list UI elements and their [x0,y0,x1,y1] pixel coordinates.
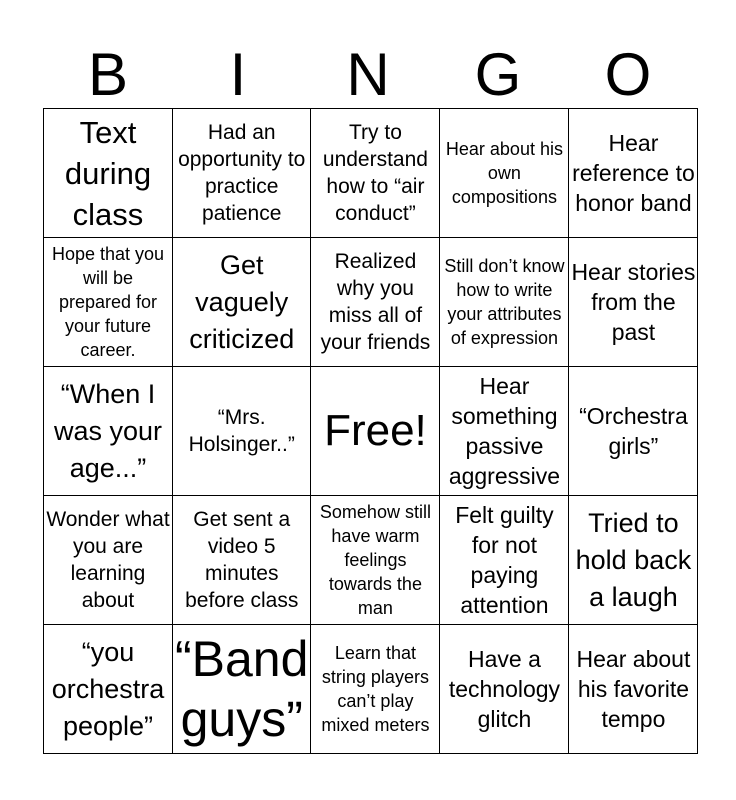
header-letter-b: B [87,41,129,108]
cell-text: Realized why you miss all of your friends [320,250,431,354]
bingo-cell[interactable] [44,109,173,238]
bingo-cell[interactable] [440,625,569,754]
cell-text: Hear stories from the past [571,259,696,345]
grid-row [44,625,698,754]
cell-text: Hear about his favorite tempo [576,646,691,732]
bingo-cell[interactable] [173,238,311,367]
grid-row [44,238,698,367]
cell-text: Felt guilty for not paying attention [455,502,554,618]
bingo-cell[interactable] [311,496,440,625]
cell-text: Have a technology glitch [448,646,561,732]
cell-text: Tried to hold back a laugh [575,507,692,612]
cell-text: Somehow still have warm feelings towards the man [319,502,431,618]
bingo-cell[interactable] [311,625,440,754]
bingo-cell[interactable] [569,625,698,754]
bingo-cell[interactable] [173,496,311,625]
bingo-cell[interactable] [173,625,311,754]
bingo-cell[interactable] [440,367,569,496]
bingo-header [43,42,693,108]
bingo-cell[interactable] [44,625,173,754]
header-letter-n: N [346,41,390,108]
bingo-cell[interactable] [311,109,440,238]
grid-row [44,367,698,496]
cell-text: Learn that string players can’t play mixed meters [321,643,430,735]
bingo-cell[interactable] [569,496,698,625]
bingo-cell[interactable] [440,109,569,238]
bingo-cell[interactable] [440,238,569,367]
cell-text: “Mrs. Holsinger..” [188,406,295,456]
cell-text: Wonder what you are learning about [46,508,170,612]
cell-text: Hear something passive aggressive [448,373,561,489]
bingo-cell[interactable] [311,238,440,367]
bingo-cell[interactable] [569,238,698,367]
grid-row [44,496,698,625]
free-space-cell[interactable] [311,367,440,496]
cell-text: Hope that you will be prepared for your future career. [51,244,165,360]
cell-text: Get vaguely criticized [189,249,295,354]
bingo-cell[interactable] [173,109,311,238]
cell-text: Had an opportunity to practice patience [178,121,306,225]
header-letter-i: I [229,41,247,108]
cell-text: “you orchestra people” [51,636,165,741]
header-letter-g: G [474,41,522,108]
bingo-cell[interactable] [44,496,173,625]
cell-text: “Orchestra girls” [579,403,688,459]
cell-text: Text during class [64,114,152,232]
bingo-cell[interactable] [440,496,569,625]
bingo-cell[interactable] [569,109,698,238]
bingo-cell[interactable] [569,367,698,496]
bingo-cell[interactable] [44,367,173,496]
cell-text: Try to understand how to “air conduct” [322,121,428,225]
cell-text: “When I was your age...” [53,378,163,483]
cell-text: Hear reference to honor band [572,130,695,216]
header-letter-o: O [604,41,652,108]
cell-text: Get sent a video 5 minutes before class [185,508,299,612]
cell-text: Still don’t know how to write your attributes of expression [444,256,565,348]
bingo-cell[interactable] [44,238,173,367]
cell-text: Hear about his own compositions [445,139,563,207]
bingo-cell[interactable] [173,367,311,496]
cell-text: “Band guys” [175,631,309,747]
grid-row [44,109,698,238]
free-space-text: Free! [324,406,427,455]
bingo-grid [43,108,698,754]
